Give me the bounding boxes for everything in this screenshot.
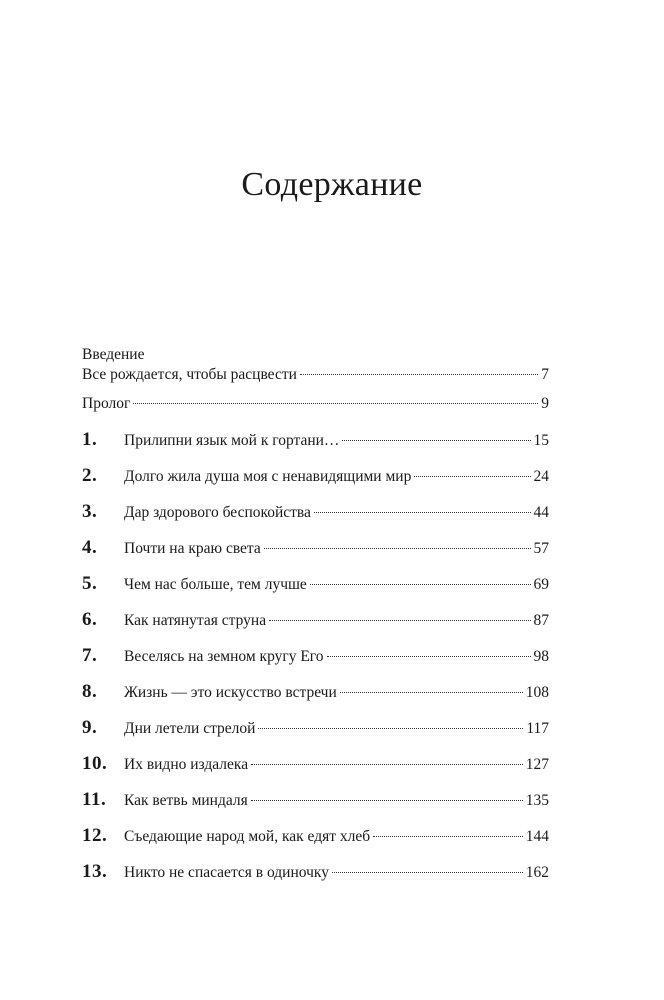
toc-entry-chapter[interactable] bbox=[82, 502, 549, 522]
spacer bbox=[82, 385, 549, 394]
spacer bbox=[82, 594, 549, 610]
toc-entry-label: Пролог bbox=[82, 395, 131, 412]
toc-entry-page: 15 bbox=[533, 432, 549, 449]
toc-entry-chapter[interactable] bbox=[82, 790, 549, 810]
spacer bbox=[82, 738, 549, 754]
toc-entry-page: 44 bbox=[533, 504, 549, 521]
dot-leader bbox=[310, 584, 531, 585]
toc-entry-chapter[interactable] bbox=[82, 682, 549, 702]
spacer bbox=[82, 774, 549, 790]
toc-entry-page: 162 bbox=[525, 864, 549, 881]
toc-entry-label: Долго жила душа моя с ненавидящими мир bbox=[124, 468, 412, 485]
toc-entry-chapter[interactable] bbox=[82, 466, 549, 486]
toc-entry-chapter[interactable] bbox=[82, 430, 549, 450]
page-title: Содержание bbox=[241, 166, 423, 203]
chapter-list bbox=[82, 414, 549, 882]
toc-entry-chapter[interactable] bbox=[82, 610, 549, 630]
toc-entry-label: Веселясь на земном кругу Его bbox=[124, 648, 324, 665]
dot-leader bbox=[373, 836, 523, 837]
toc-entry-page: 144 bbox=[525, 828, 549, 845]
toc-entry-label: Все рождается, чтобы расцвести bbox=[82, 366, 297, 383]
dot-leader bbox=[314, 512, 531, 513]
toc-entry-chapter[interactable] bbox=[82, 646, 549, 666]
chapter-number: 4. bbox=[82, 537, 98, 558]
toc-entry-chapter[interactable] bbox=[82, 754, 549, 774]
toc-entry-chapter[interactable] bbox=[82, 862, 549, 882]
toc-entry-chapter[interactable] bbox=[82, 826, 549, 846]
toc-entry-page: 117 bbox=[526, 720, 549, 737]
chapter-number: 5. bbox=[82, 573, 98, 594]
table-of-contents bbox=[82, 345, 549, 882]
chapter-number: 6. bbox=[82, 609, 98, 630]
chapter-number: 2. bbox=[82, 465, 98, 486]
chapter-number: 7. bbox=[82, 645, 98, 666]
spacer bbox=[82, 558, 549, 574]
chapter-number: 10. bbox=[82, 753, 108, 774]
spacer bbox=[82, 522, 549, 538]
toc-entry-label: Как натянутая струна bbox=[124, 612, 267, 629]
dot-leader bbox=[258, 728, 523, 729]
dot-leader bbox=[340, 692, 523, 693]
dot-leader bbox=[251, 800, 523, 801]
dot-leader bbox=[264, 548, 531, 549]
toc-entry-page: 69 bbox=[533, 576, 549, 593]
toc-entry-page: 24 bbox=[533, 468, 549, 485]
toc-entry-page: 98 bbox=[533, 648, 549, 665]
toc-entry-label: Никто не спасается в одиночку bbox=[124, 864, 329, 881]
spacer bbox=[82, 414, 549, 430]
toc-entry-page: 9 bbox=[541, 395, 549, 412]
spacer bbox=[82, 630, 549, 646]
toc-entry-page: 108 bbox=[525, 684, 549, 701]
chapter-number: 1. bbox=[82, 429, 98, 450]
toc-entry-chapter[interactable] bbox=[82, 538, 549, 558]
dot-leader bbox=[133, 403, 538, 404]
dot-leader bbox=[332, 872, 523, 873]
chapter-number: 13. bbox=[82, 861, 108, 882]
toc-entry-chapter[interactable] bbox=[82, 574, 549, 594]
chapter-number: 9. bbox=[82, 717, 98, 738]
toc-entry-label: Их видно издалека bbox=[124, 756, 249, 773]
intro-heading: Введение bbox=[82, 346, 145, 363]
toc-entry-intro[interactable] bbox=[82, 365, 549, 385]
toc-entry-label: Дни летели стрелой bbox=[124, 720, 256, 737]
chapter-number: 12. bbox=[82, 825, 108, 846]
toc-entry-label: Как ветвь миндаля bbox=[124, 792, 248, 809]
toc-entry-page: 135 bbox=[525, 792, 549, 809]
toc-entry-label: Дар здорового беспокойства bbox=[124, 504, 311, 521]
spacer bbox=[82, 486, 549, 502]
toc-entry-page: 57 bbox=[533, 540, 549, 557]
spacer bbox=[82, 450, 549, 466]
toc-entry-page: 87 bbox=[533, 612, 549, 629]
spacer bbox=[82, 666, 549, 682]
dot-leader bbox=[251, 764, 523, 765]
toc-entry-prologue[interactable] bbox=[82, 394, 549, 414]
dot-leader bbox=[300, 374, 538, 375]
toc-entry-label: Чем нас больше, тем лучше bbox=[124, 576, 307, 593]
toc-entry-label: Съедающие народ мой, как едят хлеб bbox=[124, 828, 371, 845]
chapter-number: 11. bbox=[82, 789, 107, 810]
toc-entry-label: Прилипни язык мой к гортани… bbox=[124, 432, 340, 449]
toc-entry-page: 127 bbox=[525, 756, 549, 773]
chapter-number: 8. bbox=[82, 681, 98, 702]
toc-entry-label: Жизнь — это искусство встречи bbox=[124, 684, 337, 701]
chapter-number: 3. bbox=[82, 501, 98, 522]
toc-entry-page: 7 bbox=[541, 366, 549, 383]
spacer bbox=[82, 846, 549, 862]
toc-entry-label: Почти на краю света bbox=[124, 540, 261, 557]
toc-entry-chapter[interactable] bbox=[82, 718, 549, 738]
dot-leader bbox=[342, 440, 530, 441]
dot-leader bbox=[414, 476, 530, 477]
spacer bbox=[82, 702, 549, 718]
dot-leader bbox=[269, 620, 530, 621]
spacer bbox=[82, 810, 549, 826]
dot-leader bbox=[327, 656, 531, 657]
